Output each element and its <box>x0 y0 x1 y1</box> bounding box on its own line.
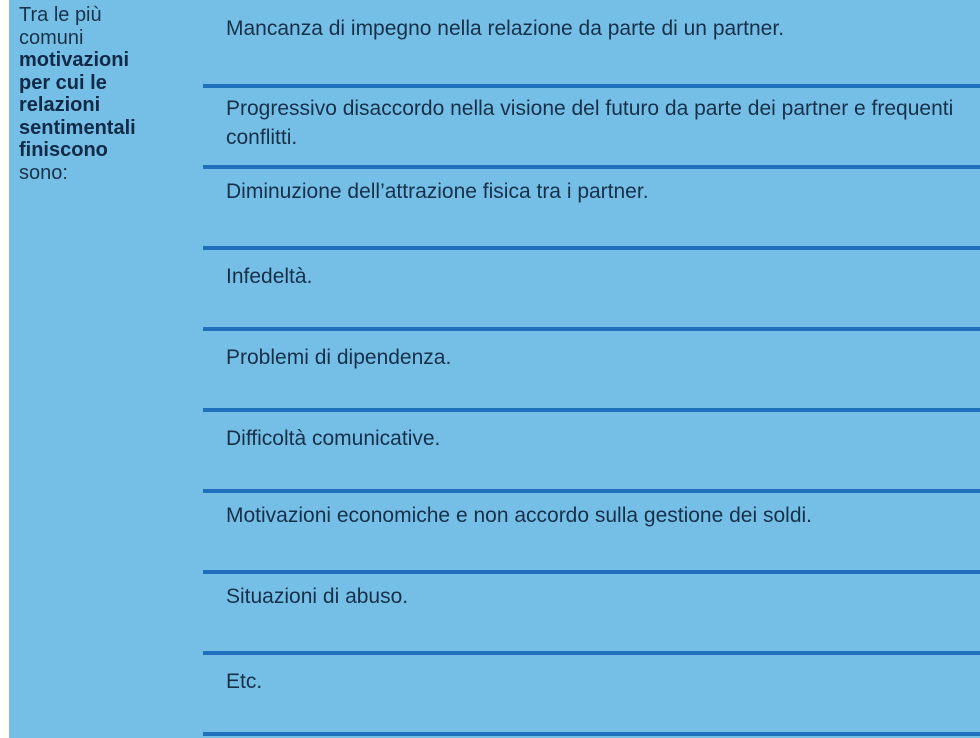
reason-row <box>203 169 980 250</box>
reason-text: Motivazioni economiche e non accordo sulla gestione dei soldi. <box>226 504 813 527</box>
intro-bold-3: relazioni <box>19 94 101 116</box>
reason-text: Difficoltà comunicative. <box>226 427 441 450</box>
intro-bold-1: motivazioni <box>19 49 130 71</box>
reason-row <box>203 412 980 493</box>
reason-row <box>203 331 980 412</box>
intro-line-2: comuni <box>19 26 84 49</box>
intro-line-3: sono: <box>19 161 68 184</box>
reason-text: Mancanza di impegno nella relazione da parte di un partner. <box>226 17 785 40</box>
reason-text: Problemi di dipendenza. <box>226 346 452 369</box>
reason-row <box>203 493 980 574</box>
intro-line-1: Tra le più <box>19 4 102 26</box>
reason-row <box>203 655 980 736</box>
intro-bold-2: per cui le <box>19 71 107 94</box>
reason-text: Infedeltà. <box>226 265 313 288</box>
intro-bold-5: finiscono <box>19 139 108 161</box>
reason-text: Etc. <box>226 670 263 693</box>
intro-text <box>19 4 199 184</box>
slide <box>9 0 980 738</box>
reason-text: Diminuzione dell’attrazione fisica tra i partner. <box>226 180 649 203</box>
reason-row <box>203 88 980 169</box>
intro-bold-4: sentimentali <box>19 116 136 139</box>
reason-text: Situazioni di abuso. <box>226 585 409 608</box>
reason-row <box>203 250 980 331</box>
reason-row <box>203 574 980 655</box>
reason-text: Progressivo disaccordo nella visione del futuro da parte dei partner e frequenti conflitti. <box>226 97 954 149</box>
reason-row <box>203 0 980 88</box>
